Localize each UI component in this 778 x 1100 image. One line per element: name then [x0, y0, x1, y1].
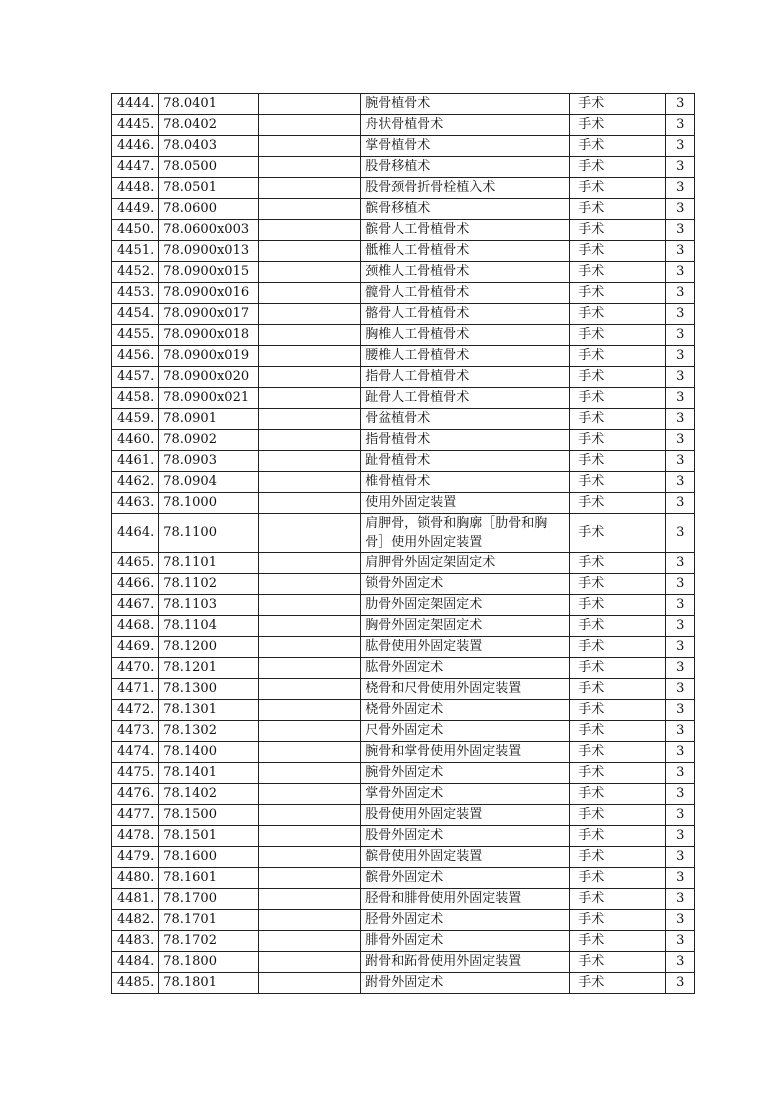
row-number-cell: 4478.: [112, 826, 159, 847]
procedure-name-cell: 颈椎人工骨植骨术: [361, 262, 570, 283]
procedure-type-cell: 手术: [570, 553, 666, 574]
blank-cell: [259, 868, 361, 889]
procedure-code-cell: 78.0900x016: [159, 283, 259, 304]
procedure-type-cell: 手术: [570, 952, 666, 973]
table-row: [112, 595, 695, 616]
blank-cell: [259, 262, 361, 283]
table-row: [112, 721, 695, 742]
procedure-type-cell: 手术: [570, 889, 666, 910]
procedure-type-cell: 手术: [570, 157, 666, 178]
procedure-grade-cell: 3: [666, 889, 695, 910]
row-number-cell: 4455.: [112, 325, 159, 346]
procedure-type-cell: 手术: [570, 847, 666, 868]
table-row: [112, 472, 695, 493]
procedure-type-cell: 手术: [570, 826, 666, 847]
procedure-name-cell: 椎骨植骨术: [361, 472, 570, 493]
table-row: [112, 493, 695, 514]
row-number-cell: 4460.: [112, 430, 159, 451]
procedure-type-cell: 手术: [570, 742, 666, 763]
procedure-code-cell: 78.0900x020: [159, 367, 259, 388]
row-number-cell: 4462.: [112, 472, 159, 493]
procedure-type-cell: 手术: [570, 637, 666, 658]
blank-cell: [259, 847, 361, 868]
blank-cell: [259, 889, 361, 910]
row-number-cell: 4464.: [112, 514, 159, 553]
procedure-code-cell: 78.1102: [159, 574, 259, 595]
row-number-cell: 4454.: [112, 304, 159, 325]
procedure-type-cell: 手术: [570, 595, 666, 616]
procedure-grade-cell: 3: [666, 847, 695, 868]
procedure-grade-cell: 3: [666, 973, 695, 994]
row-number-cell: 4452.: [112, 262, 159, 283]
row-number-cell: 4461.: [112, 451, 159, 472]
blank-cell: [259, 616, 361, 637]
procedure-name-cell: 股骨使用外固定装置: [361, 805, 570, 826]
procedure-name-cell: 髌骨人工骨植骨术: [361, 220, 570, 241]
procedure-grade-cell: 3: [666, 574, 695, 595]
procedure-name-cell: 股骨移植术: [361, 157, 570, 178]
procedure-code-cell: 78.1101: [159, 553, 259, 574]
procedure-code-cell: 78.1401: [159, 763, 259, 784]
procedure-code-cell: 78.1103: [159, 595, 259, 616]
procedure-type-cell: 手术: [570, 763, 666, 784]
procedure-type-cell: 手术: [570, 115, 666, 136]
procedure-type-cell: 手术: [570, 304, 666, 325]
row-number-cell: 4448.: [112, 178, 159, 199]
procedure-code-cell: 78.0900x013: [159, 241, 259, 262]
procedure-name-cell: 肱骨外固定术: [361, 658, 570, 679]
table-row: [112, 451, 695, 472]
procedure-code-cell: 78.1501: [159, 826, 259, 847]
procedure-code-cell: 78.0500: [159, 157, 259, 178]
procedure-type-cell: 手术: [570, 283, 666, 304]
procedure-grade-cell: 3: [666, 595, 695, 616]
procedure-code-cell: 78.1801: [159, 973, 259, 994]
procedure-name-cell: 指骨人工骨植骨术: [361, 367, 570, 388]
procedure-type-cell: 手术: [570, 451, 666, 472]
blank-cell: [259, 637, 361, 658]
procedure-name-cell: 胫骨和腓骨使用外固定装置: [361, 889, 570, 910]
procedure-grade-cell: 3: [666, 763, 695, 784]
procedure-code-cell: 78.1601: [159, 868, 259, 889]
blank-cell: [259, 178, 361, 199]
procedure-grade-cell: 3: [666, 241, 695, 262]
procedure-code-cell: 78.0900x015: [159, 262, 259, 283]
row-number-cell: 4477.: [112, 805, 159, 826]
blank-cell: [259, 241, 361, 262]
procedure-grade-cell: 3: [666, 742, 695, 763]
blank-cell: [259, 826, 361, 847]
procedure-type-cell: 手术: [570, 700, 666, 721]
procedure-code-cell: 78.1301: [159, 700, 259, 721]
procedure-code-cell: 78.1700: [159, 889, 259, 910]
row-number-cell: 4483.: [112, 931, 159, 952]
procedure-name-cell: 锁骨外固定术: [361, 574, 570, 595]
procedure-type-cell: 手术: [570, 679, 666, 700]
procedure-grade-cell: 3: [666, 157, 695, 178]
blank-cell: [259, 346, 361, 367]
procedure-code-cell: 78.1300: [159, 679, 259, 700]
row-number-cell: 4480.: [112, 868, 159, 889]
procedure-name-cell: 骨盆植骨术: [361, 409, 570, 430]
procedure-grade-cell: 3: [666, 367, 695, 388]
procedure-type-cell: 手术: [570, 784, 666, 805]
blank-cell: [259, 472, 361, 493]
procedure-type-cell: 手术: [570, 910, 666, 931]
procedure-name-cell: 腕骨和掌骨使用外固定装置: [361, 742, 570, 763]
procedure-code-cell: 78.1100: [159, 514, 259, 553]
row-number-cell: 4450.: [112, 220, 159, 241]
procedure-name-cell: 胸椎人工骨植骨术: [361, 325, 570, 346]
procedure-code-cell: 78.1400: [159, 742, 259, 763]
procedure-code-cell: 78.1000: [159, 493, 259, 514]
blank-cell: [259, 199, 361, 220]
procedure-code-cell: 78.1800: [159, 952, 259, 973]
procedure-grade-cell: 3: [666, 826, 695, 847]
table-row: [112, 973, 695, 994]
row-number-cell: 4451.: [112, 241, 159, 262]
row-number-cell: 4482.: [112, 910, 159, 931]
procedure-type-cell: 手术: [570, 721, 666, 742]
row-number-cell: 4445.: [112, 115, 159, 136]
table-row: [112, 868, 695, 889]
procedure-name-cell: 髌骨移植术: [361, 199, 570, 220]
procedure-type-cell: 手术: [570, 409, 666, 430]
procedure-type-cell: 手术: [570, 658, 666, 679]
procedure-code-cell: 78.0403: [159, 136, 259, 157]
blank-cell: [259, 595, 361, 616]
procedure-name-cell: 跗骨和跖骨使用外固定装置: [361, 952, 570, 973]
blank-cell: [259, 658, 361, 679]
procedure-grade-cell: 3: [666, 388, 695, 409]
procedure-code-cell: 78.0903: [159, 451, 259, 472]
procedure-name-cell: 髋骨人工骨植骨术: [361, 283, 570, 304]
blank-cell: [259, 304, 361, 325]
table-row: [112, 325, 695, 346]
procedure-name-cell: 肩胛骨，锁骨和胸廓［肋骨和胸骨］使用外固定装置: [361, 514, 570, 553]
procedure-code-cell: 78.0901: [159, 409, 259, 430]
table-row: [112, 199, 695, 220]
table-row: [112, 241, 695, 262]
procedure-name-cell: 舟状骨植骨术: [361, 115, 570, 136]
procedure-type-cell: 手术: [570, 94, 666, 115]
procedure-grade-cell: 3: [666, 409, 695, 430]
row-number-cell: 4470.: [112, 658, 159, 679]
blank-cell: [259, 973, 361, 994]
row-number-cell: 4463.: [112, 493, 159, 514]
row-number-cell: 4459.: [112, 409, 159, 430]
blank-cell: [259, 931, 361, 952]
blank-cell: [259, 742, 361, 763]
table-row: [112, 304, 695, 325]
procedure-code-cell: 78.1302: [159, 721, 259, 742]
row-number-cell: 4449.: [112, 199, 159, 220]
blank-cell: [259, 805, 361, 826]
blank-cell: [259, 700, 361, 721]
table-row: [112, 679, 695, 700]
table-row: [112, 430, 695, 451]
blank-cell: [259, 763, 361, 784]
procedure-name-cell: 胸骨外固定架固定术: [361, 616, 570, 637]
table-row: [112, 889, 695, 910]
procedure-code-cell: 78.0501: [159, 178, 259, 199]
table-row: [112, 574, 695, 595]
table-row: [112, 742, 695, 763]
procedure-grade-cell: 3: [666, 931, 695, 952]
procedure-type-cell: 手术: [570, 514, 666, 553]
procedure-code-cell: 78.1200: [159, 637, 259, 658]
table-row: [112, 157, 695, 178]
procedure-type-cell: 手术: [570, 805, 666, 826]
procedure-name-cell: 使用外固定装置: [361, 493, 570, 514]
row-number-cell: 4485.: [112, 973, 159, 994]
procedure-type-cell: 手术: [570, 973, 666, 994]
blank-cell: [259, 367, 361, 388]
procedure-grade-cell: 3: [666, 430, 695, 451]
procedure-name-cell: 趾骨人工骨植骨术: [361, 388, 570, 409]
procedure-code-cell: 78.0900x017: [159, 304, 259, 325]
row-number-cell: 4476.: [112, 784, 159, 805]
procedure-code-cell: 78.0900x018: [159, 325, 259, 346]
procedure-name-cell: 指骨植骨术: [361, 430, 570, 451]
procedure-grade-cell: 3: [666, 679, 695, 700]
blank-cell: [259, 574, 361, 595]
procedure-name-cell: 股骨颈骨折骨栓植入术: [361, 178, 570, 199]
table-row: [112, 220, 695, 241]
row-number-cell: 4456.: [112, 346, 159, 367]
table-row: [112, 178, 695, 199]
row-number-cell: 4447.: [112, 157, 159, 178]
procedure-grade-cell: 3: [666, 94, 695, 115]
blank-cell: [259, 136, 361, 157]
row-number-cell: 4475.: [112, 763, 159, 784]
procedure-type-cell: 手术: [570, 931, 666, 952]
procedure-type-cell: 手术: [570, 346, 666, 367]
row-number-cell: 4444.: [112, 94, 159, 115]
blank-cell: [259, 952, 361, 973]
procedure-code-cell: 78.1201: [159, 658, 259, 679]
blank-cell: [259, 493, 361, 514]
procedure-grade-cell: 3: [666, 805, 695, 826]
table-row: [112, 910, 695, 931]
procedure-name-cell: 掌骨外固定术: [361, 784, 570, 805]
procedure-grade-cell: 3: [666, 910, 695, 931]
row-number-cell: 4468.: [112, 616, 159, 637]
procedure-code-cell: 78.1600: [159, 847, 259, 868]
procedure-type-cell: 手术: [570, 493, 666, 514]
procedure-grade-cell: 3: [666, 220, 695, 241]
procedure-code-cell: 78.1702: [159, 931, 259, 952]
procedure-grade-cell: 3: [666, 283, 695, 304]
procedure-grade-cell: 3: [666, 514, 695, 553]
blank-cell: [259, 409, 361, 430]
table-row: [112, 616, 695, 637]
table-row: [112, 388, 695, 409]
table-row: [112, 637, 695, 658]
procedure-grade-cell: 3: [666, 493, 695, 514]
procedure-type-cell: 手术: [570, 262, 666, 283]
row-number-cell: 4481.: [112, 889, 159, 910]
row-number-cell: 4453.: [112, 283, 159, 304]
procedure-name-cell: 趾骨植骨术: [361, 451, 570, 472]
row-number-cell: 4484.: [112, 952, 159, 973]
table-row: [112, 115, 695, 136]
procedure-name-cell: 桡骨外固定术: [361, 700, 570, 721]
blank-cell: [259, 784, 361, 805]
table-row: [112, 763, 695, 784]
row-number-cell: 4471.: [112, 679, 159, 700]
row-number-cell: 4446.: [112, 136, 159, 157]
row-number-cell: 4467.: [112, 595, 159, 616]
procedure-type-cell: 手术: [570, 367, 666, 388]
table-row: [112, 847, 695, 868]
procedure-type-cell: 手术: [570, 178, 666, 199]
blank-cell: [259, 283, 361, 304]
procedure-grade-cell: 3: [666, 262, 695, 283]
table-row: [112, 346, 695, 367]
procedure-name-cell: 胫骨外固定术: [361, 910, 570, 931]
procedure-code-cell: 78.0904: [159, 472, 259, 493]
row-number-cell: 4473.: [112, 721, 159, 742]
procedure-grade-cell: 3: [666, 868, 695, 889]
procedure-code-cell: 78.0900x021: [159, 388, 259, 409]
procedure-name-cell: 髌骨使用外固定装置: [361, 847, 570, 868]
row-number-cell: 4458.: [112, 388, 159, 409]
table-row: [112, 262, 695, 283]
procedure-name-cell: 腕骨外固定术: [361, 763, 570, 784]
blank-cell: [259, 910, 361, 931]
blank-cell: [259, 430, 361, 451]
procedure-code-cell: 78.1701: [159, 910, 259, 931]
table-row: [112, 136, 695, 157]
procedure-type-cell: 手术: [570, 241, 666, 262]
procedure-type-cell: 手术: [570, 430, 666, 451]
table-row: [112, 931, 695, 952]
procedure-code-cell: 78.1104: [159, 616, 259, 637]
procedure-type-cell: 手术: [570, 472, 666, 493]
procedure-grade-cell: 3: [666, 115, 695, 136]
blank-cell: [259, 94, 361, 115]
procedure-code-cell: 78.0402: [159, 115, 259, 136]
table-row: [112, 700, 695, 721]
row-number-cell: 4479.: [112, 847, 159, 868]
procedure-code-cell: 78.0900x019: [159, 346, 259, 367]
row-number-cell: 4472.: [112, 700, 159, 721]
procedure-grade-cell: 3: [666, 658, 695, 679]
procedure-name-cell: 骶椎人工骨植骨术: [361, 241, 570, 262]
procedure-type-cell: 手术: [570, 868, 666, 889]
procedure-grade-cell: 3: [666, 304, 695, 325]
procedure-name-cell: 桡骨和尺骨使用外固定装置: [361, 679, 570, 700]
blank-cell: [259, 388, 361, 409]
procedure-code-cell: 78.0600: [159, 199, 259, 220]
procedure-table: [111, 93, 695, 994]
procedure-type-cell: 手术: [570, 616, 666, 637]
procedure-grade-cell: 3: [666, 136, 695, 157]
blank-cell: [259, 721, 361, 742]
blank-cell: [259, 451, 361, 472]
procedure-type-cell: 手术: [570, 136, 666, 157]
row-number-cell: 4474.: [112, 742, 159, 763]
procedure-grade-cell: 3: [666, 199, 695, 220]
table-row: [112, 784, 695, 805]
procedure-code-cell: 78.0902: [159, 430, 259, 451]
table-row: [112, 94, 695, 115]
procedure-code-cell: 78.0401: [159, 94, 259, 115]
row-number-cell: 4465.: [112, 553, 159, 574]
procedure-name-cell: 肩胛骨外固定架固定术: [361, 553, 570, 574]
procedure-grade-cell: 3: [666, 637, 695, 658]
table-row: [112, 283, 695, 304]
procedure-grade-cell: 3: [666, 700, 695, 721]
table-row: [112, 409, 695, 430]
procedure-grade-cell: 3: [666, 346, 695, 367]
row-number-cell: 4466.: [112, 574, 159, 595]
table-row: [112, 553, 695, 574]
procedure-name-cell: 肱骨使用外固定装置: [361, 637, 570, 658]
row-number-cell: 4469.: [112, 637, 159, 658]
procedure-type-cell: 手术: [570, 220, 666, 241]
procedure-name-cell: 腓骨外固定术: [361, 931, 570, 952]
procedure-grade-cell: 3: [666, 553, 695, 574]
procedure-code-cell: 78.1500: [159, 805, 259, 826]
table-row: [112, 367, 695, 388]
blank-cell: [259, 220, 361, 241]
procedure-code-cell: 78.1402: [159, 784, 259, 805]
procedure-table-body: [112, 94, 695, 994]
table-row: [112, 952, 695, 973]
procedure-grade-cell: 3: [666, 325, 695, 346]
procedure-name-cell: 髌骨外固定术: [361, 868, 570, 889]
procedure-grade-cell: 3: [666, 952, 695, 973]
blank-cell: [259, 679, 361, 700]
procedure-type-cell: 手术: [570, 574, 666, 595]
procedure-name-cell: 肋骨外固定架固定术: [361, 595, 570, 616]
procedure-name-cell: 股骨外固定术: [361, 826, 570, 847]
procedure-grade-cell: 3: [666, 784, 695, 805]
procedure-name-cell: 掌骨植骨术: [361, 136, 570, 157]
table-row: [112, 658, 695, 679]
blank-cell: [259, 115, 361, 136]
procedure-type-cell: 手术: [570, 325, 666, 346]
row-number-cell: 4457.: [112, 367, 159, 388]
table-row: [112, 805, 695, 826]
procedure-name-cell: 尺骨外固定术: [361, 721, 570, 742]
table-row: [112, 514, 695, 553]
procedure-name-cell: 腕骨植骨术: [361, 94, 570, 115]
procedure-name-cell: 髂骨人工骨植骨术: [361, 304, 570, 325]
procedure-name-cell: 跗骨外固定术: [361, 973, 570, 994]
procedure-grade-cell: 3: [666, 472, 695, 493]
blank-cell: [259, 325, 361, 346]
blank-cell: [259, 157, 361, 178]
procedure-code-cell: 78.0600x003: [159, 220, 259, 241]
procedure-grade-cell: 3: [666, 451, 695, 472]
table-row: [112, 826, 695, 847]
blank-cell: [259, 514, 361, 553]
procedure-type-cell: 手术: [570, 199, 666, 220]
procedure-type-cell: 手术: [570, 388, 666, 409]
procedure-name-cell: 腰椎人工骨植骨术: [361, 346, 570, 367]
blank-cell: [259, 553, 361, 574]
procedure-grade-cell: 3: [666, 721, 695, 742]
procedure-grade-cell: 3: [666, 178, 695, 199]
procedure-grade-cell: 3: [666, 616, 695, 637]
